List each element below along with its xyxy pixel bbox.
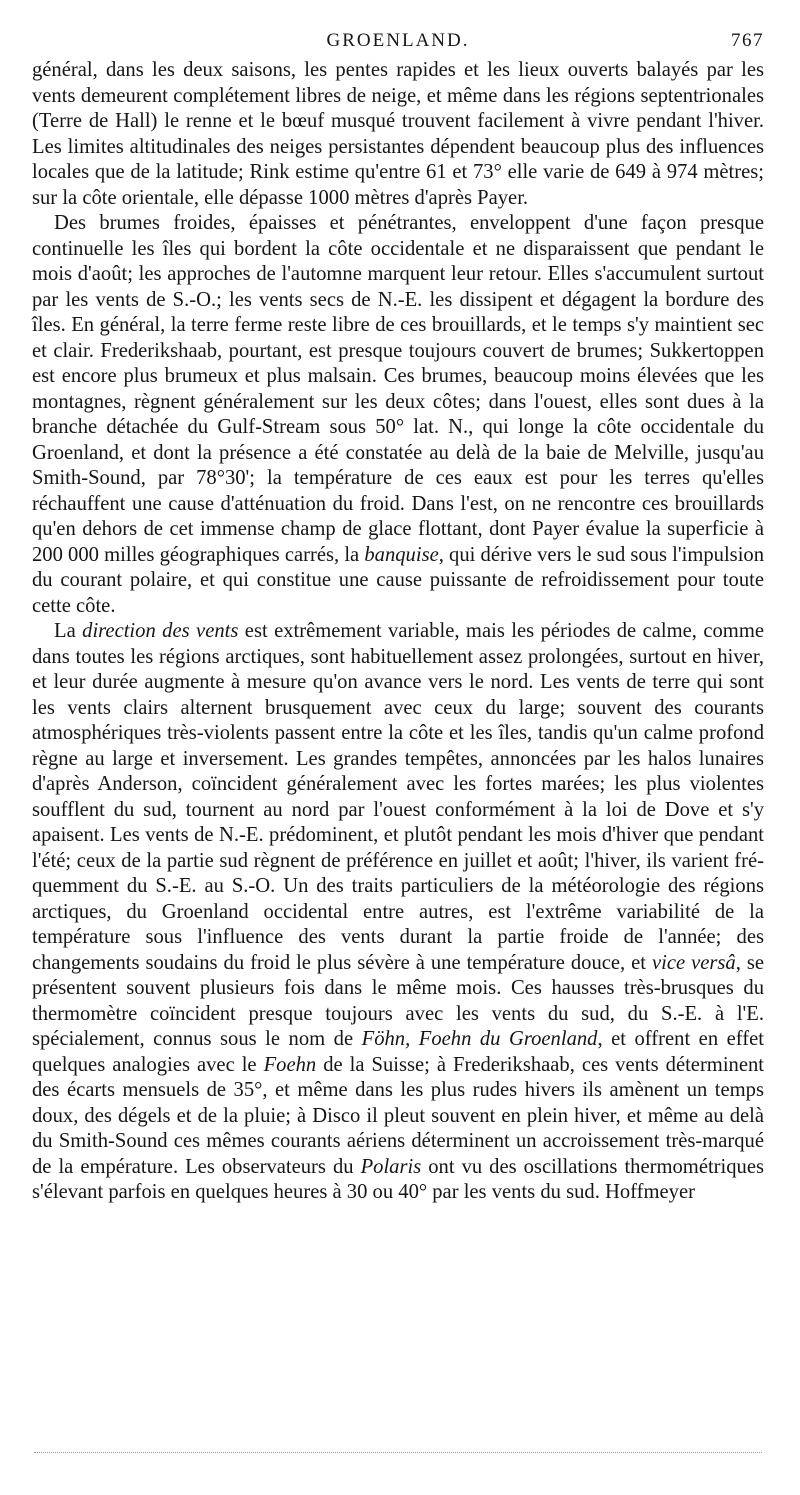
body-text [32,58,764,1206]
text-run: La [54,620,83,642]
paragraph-fogs [32,211,764,619]
italic-text: banquise [364,543,439,566]
footer-rule [34,1452,762,1453]
italic-text: direction des vents [82,620,239,642]
text-run: est extrêmement variable, mais les périodes de calme, comme dans toutes les régions arctiques, sont habituellement assez prolongées, surtout en hiver, et leur durée augmente à mesure qu'on avance vers le nord. Les vents de terre qui sont les vents clairs alternent brusquement avec ceux du large; souvent des courants atmosphériques très-violents passent entre la côte et les îles, tandis qu'un calme profond règne au large et inversement. Les grandes tempêtes, annoncées par les halos lunaires d'après Anderson, coïncident généralement avec les fortes marées; les plus violentes soufflent du sud, tournent au nord par l'ouest conformément à la loi de Dove et s'y apaisent. Les vents de N.-E. prédominent, et plutôt pendant les mois d'hiver que pendant l'été; ceux de la partie sud règnent de préférence en juillet et août; l'hiver, ils varient fréquemment du S.-E. au S.-O. Un des traits particuliers de la météorologie des régions arctiques, du Groenland occidental entre autres, est l'extrême variabilité de la température sous l'influence des vents durant la partie froide de l'année; des changements soudains du froid le plus sévère à une température douce, et [32,620,764,974]
text-run: , se présentent souvent plusieurs fois dans le même mois. Ces hausses très-brusques du thermomètre coïncident presque toujours avec les vents du sud, du S.-E. à l'E. spécialement, connus sous le nom de [32,951,764,1050]
text-run: de la Suisse; à Frederikshaab, ces vents déterminent des écarts mensuels de 35°, et même dans les plus rudes hivers ils amènent un temps doux, des dégels et de la pluie; à Disco il pleut souvent en plein hiver, et même au delà du Smith-Sound ces mêmes courants aériens déterminent un accroissement très-marqué de la empérature. Les observateurs du [32,1053,764,1178]
text-run: Des brumes froides, épaisses et pénétrantes, enveloppent d'une façon presque continuelle les îles qui bordent la côte occidentale et ne disparaissent que pendant le mois d'août; les approches de l'automne marquent leur retour. Elles s'accumulent surtout par les vents de S.-O.; les vents secs de N.-E. les dissipent et dégagent la bordure des îles. En général, la terre ferme reste libre de ces brouillards, et le temps s'y maintient sec et clair. Frederikshaab, pourtant, est presque toujours couvert de brumes; Sukkertoppen est encore plus brumeux et plus malsain. Ces brumes, beaucoup moins élevées que les montagnes, règnent généralement sur les deux côtes; dans l'ouest, elles sont dues à la branche détachée du Gulf-Stream sous 50° lat. N., qui longe la côte occidentale du Groenland, et dont la présence a été constatée au delà de la baie de Melville, jusqu'au Smith-Sound, par 78°30'; la température de ces eaux est pour les terres qu'elles réchauffent une cause d'atténuation du froid. Dans l'est, on ne rencontre ces brouillards qu'en dehors de cet immense champ de glace flottant, dont Payer évalue la superficie à 200 000 milles géographiques carrés, la [32,212,764,566]
italic-text: Polaris [360,1155,422,1178]
paragraph-snow-limits [32,58,764,211]
italic-text: vice versâ [652,951,736,974]
page-number: 767 [731,30,764,51]
text-run: , et offrent en effet quelques analogies avec le [32,1028,764,1076]
page-header [32,28,764,58]
text-run: ont vu des oscillations thermométriques s'élevant parfois en quelques heures à 30 ou 40° par les vents du sud. Hoffmeyer [32,1155,765,1203]
italic-text: Föhn, Foehn du Groenland [361,1028,598,1050]
text-run: , qui dérive vers le sud sous l'impulsion du courant polaire, et qui constitue une cause puissante de refroidissement pour toute cette côte. [32,543,765,617]
paragraph-winds [32,619,764,1206]
italic-text: Foehn [263,1053,317,1076]
text-run: général, dans les deux saisons, les pentes rapides et les lieux ouverts balayés par les vents demeurent complétement libres de neige, et même dans les régions septentrionales (Terre de Hall) le renne et le bœuf musqué trouvent facilement à vivre pendant l'hiver. Les limites altitudinales des neiges persistantes dépendent beaucoup plus des influences locales que de la latitude; Rink estime qu'entre 61 et 73° elle varie de 649 à 974 mètres; sur la côte orientale, elle dépasse 1000 mètres d'après Payer. [32,59,764,209]
running-title: GROENLAND. [326,30,470,51]
book-page [32,28,764,1206]
